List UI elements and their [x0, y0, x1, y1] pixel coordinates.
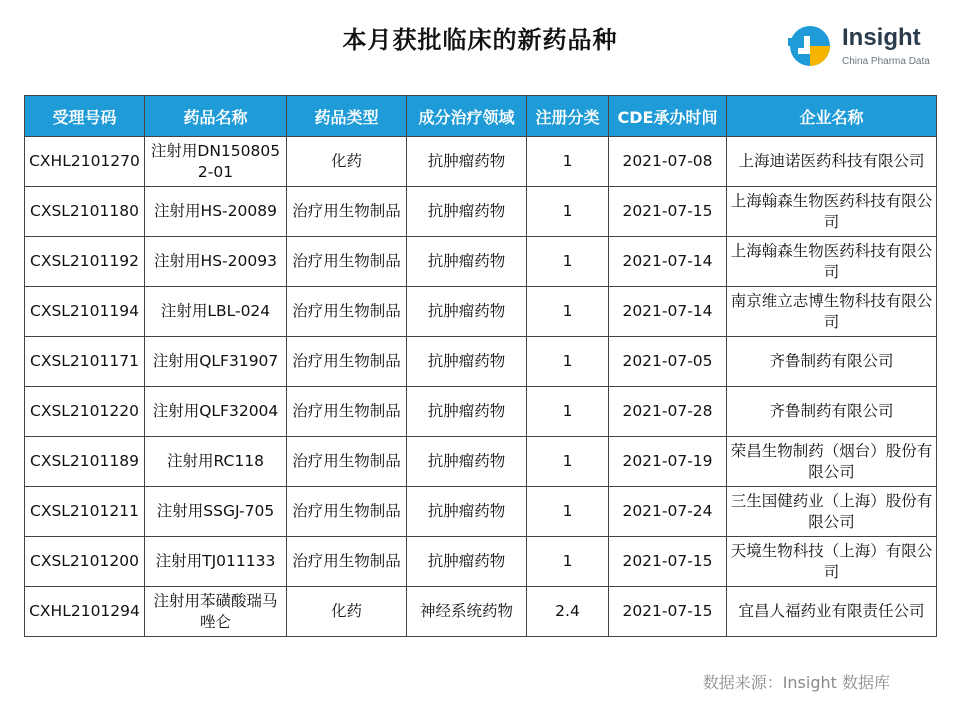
drug-type-cell: 治疗用生物制品 [287, 387, 407, 437]
cde-date-cell: 2021-07-15 [609, 587, 727, 637]
company-name-cell: 齐鲁制药有限公司 [727, 337, 937, 387]
logo-subtitle: China Pharma Data [842, 56, 930, 67]
acceptance-number-cell: CXHL2101294 [25, 587, 145, 637]
acceptance-number-cell: CXSL2101211 [25, 487, 145, 537]
acceptance-number-cell: CXSL2101189 [25, 437, 145, 487]
registration-class-cell: 1 [527, 137, 609, 187]
drug-type-cell: 化药 [287, 587, 407, 637]
registration-class-cell: 1 [527, 487, 609, 537]
data-source-note: 数据来源：Insight 数据库 [702, 673, 890, 692]
table-row [25, 237, 937, 287]
table-row [25, 187, 937, 237]
registration-class-cell: 1 [527, 337, 609, 387]
registration-class-cell: 1 [527, 437, 609, 487]
drug-approval-table [24, 95, 937, 637]
acceptance-number-cell: CXSL2101180 [25, 187, 145, 237]
column-header: 成分治疗领域 [407, 96, 527, 137]
drug-type-cell: 治疗用生物制品 [287, 287, 407, 337]
therapeutic-area-cell: 抗肿瘤药物 [407, 387, 527, 437]
table-header-row [25, 96, 937, 137]
drug-name-cell: 注射用QLF32004 [145, 387, 287, 437]
drug-name-cell: 注射用苯磺酸瑞马唑仑 [145, 587, 287, 637]
insight-logo [784, 18, 944, 74]
company-name-cell: 天境生物科技（上海）有限公司 [727, 537, 937, 587]
drug-name-cell: 注射用SSGJ-705 [145, 487, 287, 537]
therapeutic-area-cell: 抗肿瘤药物 [407, 187, 527, 237]
cde-date-cell: 2021-07-14 [609, 237, 727, 287]
therapeutic-area-cell: 抗肿瘤药物 [407, 337, 527, 387]
company-name-cell: 上海翰森生物医药科技有限公司 [727, 237, 937, 287]
cde-date-cell: 2021-07-24 [609, 487, 727, 537]
table-body [25, 137, 937, 637]
therapeutic-area-cell: 神经系统药物 [407, 587, 527, 637]
registration-class-cell: 1 [527, 287, 609, 337]
registration-class-cell: 1 [527, 537, 609, 587]
cde-date-cell: 2021-07-19 [609, 437, 727, 487]
company-name-cell: 荣昌生物制药（烟台）股份有限公司 [727, 437, 937, 487]
drug-name-cell: 注射用TJ011133 [145, 537, 287, 587]
drug-name-cell: 注射用HS-20093 [145, 237, 287, 287]
cde-date-cell: 2021-07-28 [609, 387, 727, 437]
table-row [25, 287, 937, 337]
table-row [25, 387, 937, 437]
drug-type-cell: 治疗用生物制品 [287, 337, 407, 387]
drug-name-cell: 注射用DN1508052-01 [145, 137, 287, 187]
therapeutic-area-cell: 抗肿瘤药物 [407, 287, 527, 337]
drug-type-cell: 治疗用生物制品 [287, 187, 407, 237]
cde-date-cell: 2021-07-15 [609, 187, 727, 237]
registration-class-cell: 2.4 [527, 587, 609, 637]
acceptance-number-cell: CXSL2101220 [25, 387, 145, 437]
page-title: 本月获批临床的新药品种 [342, 26, 618, 54]
drug-type-cell: 治疗用生物制品 [287, 437, 407, 487]
therapeutic-area-cell: 抗肿瘤药物 [407, 237, 527, 287]
column-header: 药品名称 [145, 96, 287, 137]
table-row [25, 537, 937, 587]
column-header: CDE承办时间 [609, 96, 727, 137]
drug-name-cell: 注射用HS-20089 [145, 187, 287, 237]
acceptance-number-cell: CXHL2101270 [25, 137, 145, 187]
drug-type-cell: 治疗用生物制品 [287, 537, 407, 587]
column-header: 药品类型 [287, 96, 407, 137]
cde-date-cell: 2021-07-14 [609, 287, 727, 337]
drug-type-cell: 化药 [287, 137, 407, 187]
table-row [25, 587, 937, 637]
company-name-cell: 南京维立志博生物科技有限公司 [727, 287, 937, 337]
acceptance-number-cell: CXSL2101194 [25, 287, 145, 337]
insight-logo-icon [784, 22, 832, 70]
column-header: 企业名称 [727, 96, 937, 137]
table-row [25, 487, 937, 537]
acceptance-number-cell: CXSL2101192 [25, 237, 145, 287]
company-name-cell: 宜昌人福药业有限责任公司 [727, 587, 937, 637]
acceptance-number-cell: CXSL2101200 [25, 537, 145, 587]
column-header: 注册分类 [527, 96, 609, 137]
column-header: 受理号码 [25, 96, 145, 137]
table-row [25, 137, 937, 187]
drug-name-cell: 注射用RC118 [145, 437, 287, 487]
therapeutic-area-cell: 抗肿瘤药物 [407, 537, 527, 587]
drug-name-cell: 注射用LBL-024 [145, 287, 287, 337]
therapeutic-area-cell: 抗肿瘤药物 [407, 137, 527, 187]
company-name-cell: 齐鲁制药有限公司 [727, 387, 937, 437]
registration-class-cell: 1 [527, 187, 609, 237]
therapeutic-area-cell: 抗肿瘤药物 [407, 437, 527, 487]
acceptance-number-cell: CXSL2101171 [25, 337, 145, 387]
registration-class-cell: 1 [527, 387, 609, 437]
company-name-cell: 上海迪诺医药科技有限公司 [727, 137, 937, 187]
cde-date-cell: 2021-07-08 [609, 137, 727, 187]
table-row [25, 437, 937, 487]
logo-wordmark: Insight [842, 24, 921, 51]
company-name-cell: 上海翰森生物医药科技有限公司 [727, 187, 937, 237]
cde-date-cell: 2021-07-15 [609, 537, 727, 587]
drug-type-cell: 治疗用生物制品 [287, 237, 407, 287]
registration-class-cell: 1 [527, 237, 609, 287]
drug-type-cell: 治疗用生物制品 [287, 487, 407, 537]
company-name-cell: 三生国健药业（上海）股份有限公司 [727, 487, 937, 537]
therapeutic-area-cell: 抗肿瘤药物 [407, 487, 527, 537]
table-row [25, 337, 937, 387]
cde-date-cell: 2021-07-05 [609, 337, 727, 387]
drug-name-cell: 注射用QLF31907 [145, 337, 287, 387]
